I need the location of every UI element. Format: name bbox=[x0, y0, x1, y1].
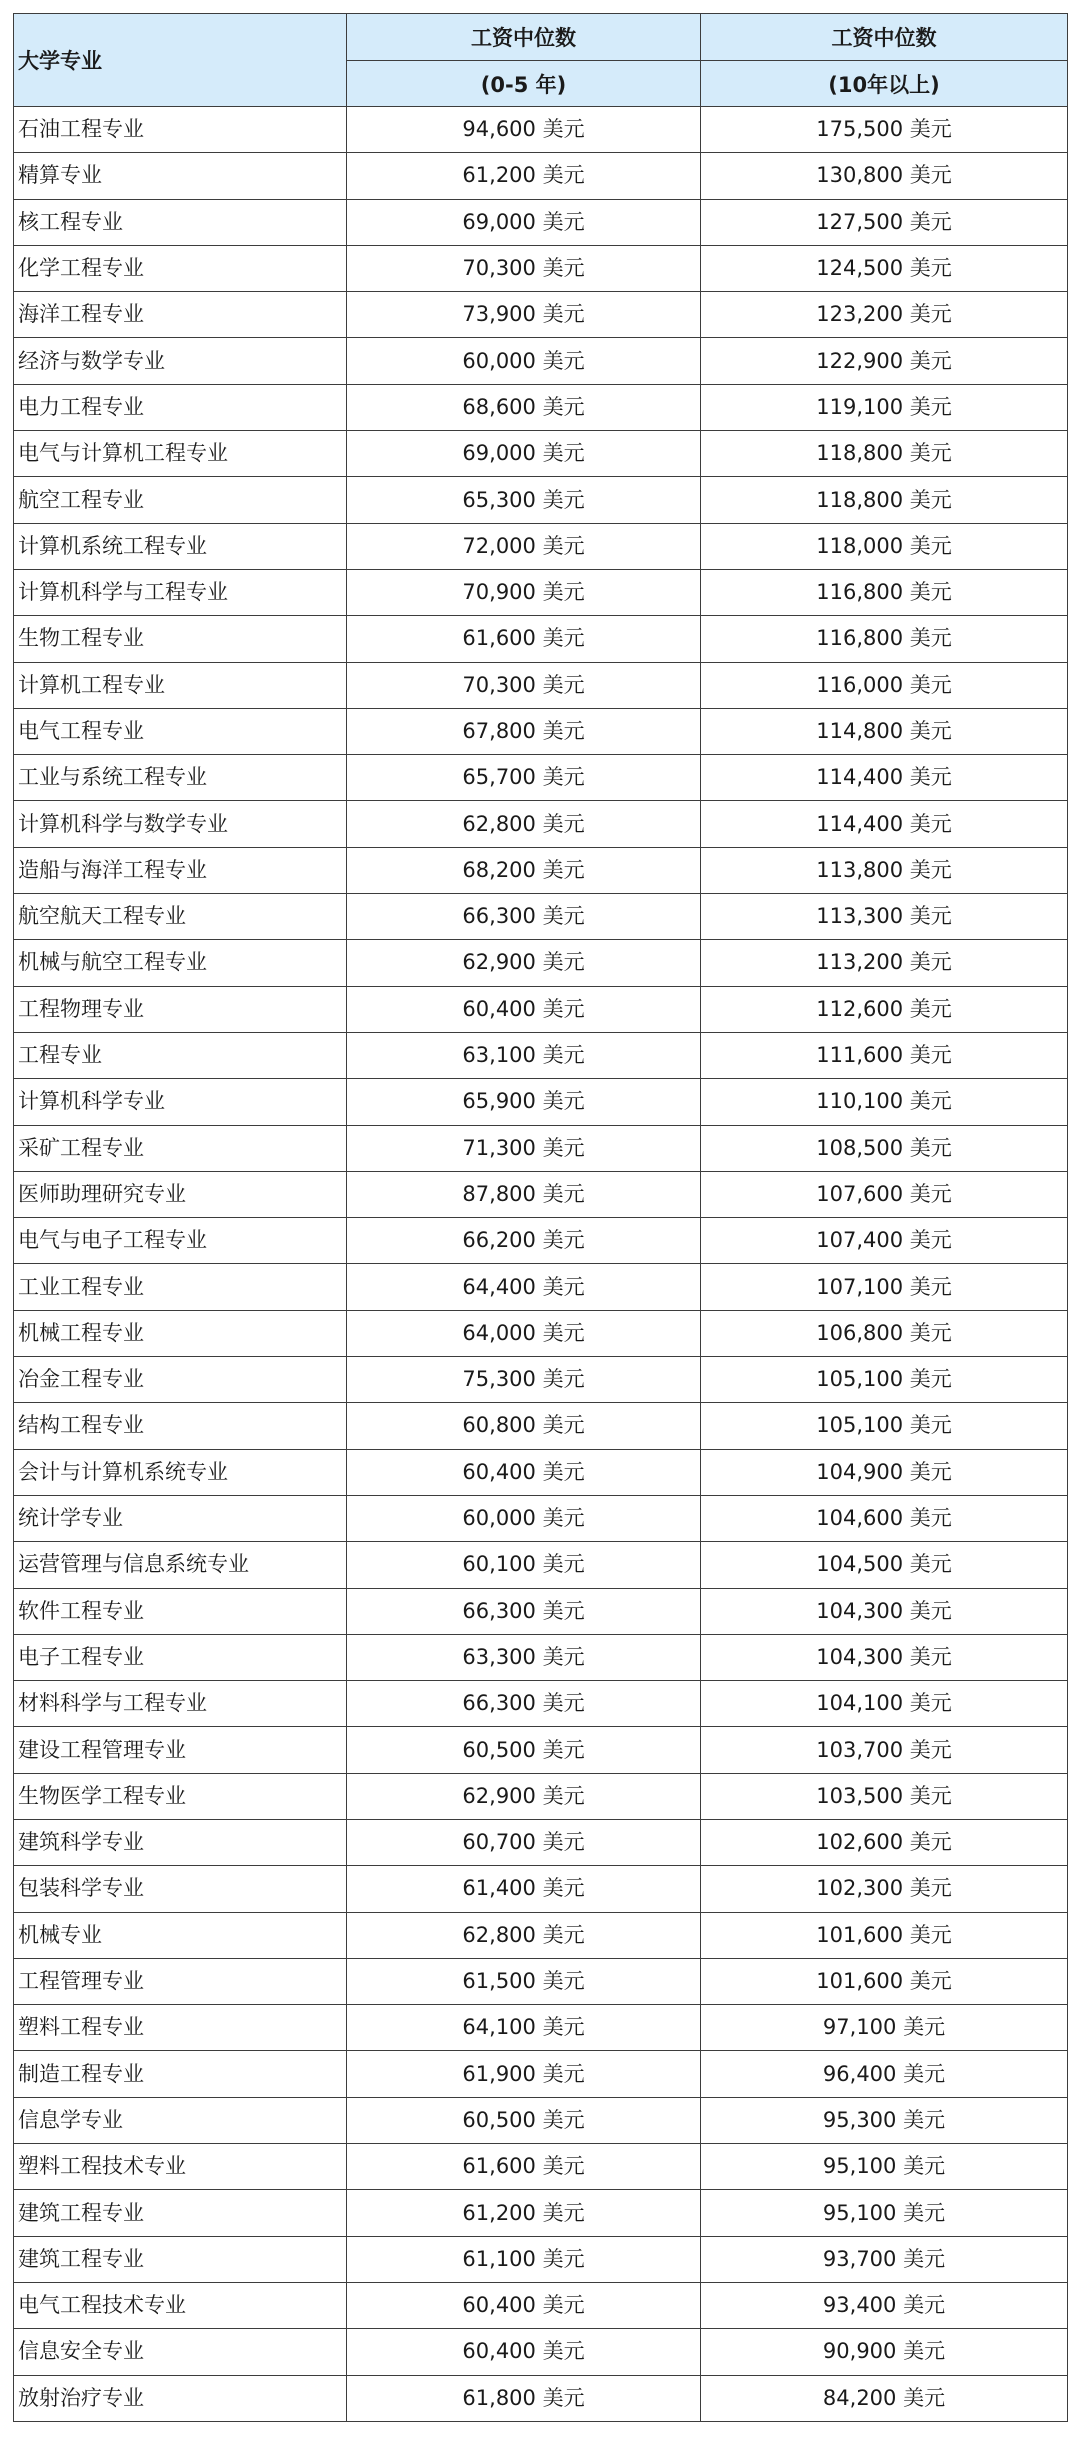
cell-mid-salary: 95,100 美元 bbox=[701, 2144, 1068, 2190]
cell-major: 生物医学工程专业 bbox=[14, 1773, 347, 1819]
cell-major: 机械专业 bbox=[14, 1912, 347, 1958]
cell-early-salary: 70,300 美元 bbox=[347, 662, 701, 708]
cell-early-salary: 62,800 美元 bbox=[347, 1912, 701, 1958]
cell-mid-salary: 103,700 美元 bbox=[701, 1727, 1068, 1773]
table-row bbox=[14, 2282, 1068, 2328]
cell-mid-salary: 104,300 美元 bbox=[701, 1634, 1068, 1680]
table-row bbox=[14, 2329, 1068, 2375]
table-row bbox=[14, 1171, 1068, 1217]
cell-major: 塑料工程技术专业 bbox=[14, 2144, 347, 2190]
table-row bbox=[14, 708, 1068, 754]
cell-early-salary: 87,800 美元 bbox=[347, 1171, 701, 1217]
table-row bbox=[14, 2236, 1068, 2282]
table-row bbox=[14, 153, 1068, 199]
cell-major: 会计与计算机系统专业 bbox=[14, 1449, 347, 1495]
cell-major: 造船与海洋工程专业 bbox=[14, 847, 347, 893]
cell-major: 计算机系统工程专业 bbox=[14, 523, 347, 569]
cell-mid-salary: 113,800 美元 bbox=[701, 847, 1068, 893]
cell-major: 结构工程专业 bbox=[14, 1403, 347, 1449]
cell-mid-salary: 107,400 美元 bbox=[701, 1218, 1068, 1264]
cell-major: 建筑科学专业 bbox=[14, 1819, 347, 1865]
cell-early-salary: 61,400 美元 bbox=[347, 1866, 701, 1912]
table-row bbox=[14, 523, 1068, 569]
cell-early-salary: 62,900 美元 bbox=[347, 940, 701, 986]
cell-major: 计算机科学与工程专业 bbox=[14, 569, 347, 615]
cell-mid-salary: 114,800 美元 bbox=[701, 708, 1068, 754]
cell-major: 化学工程专业 bbox=[14, 245, 347, 291]
cell-early-salary: 66,300 美元 bbox=[347, 894, 701, 940]
cell-mid-salary: 104,100 美元 bbox=[701, 1681, 1068, 1727]
cell-early-salary: 69,000 美元 bbox=[347, 431, 701, 477]
cell-mid-salary: 107,600 美元 bbox=[701, 1171, 1068, 1217]
table-row bbox=[14, 1773, 1068, 1819]
cell-mid-salary: 96,400 美元 bbox=[701, 2051, 1068, 2097]
cell-early-salary: 60,400 美元 bbox=[347, 986, 701, 1032]
cell-mid-salary: 95,100 美元 bbox=[701, 2190, 1068, 2236]
cell-early-salary: 60,100 美元 bbox=[347, 1542, 701, 1588]
cell-major: 航空航天工程专业 bbox=[14, 894, 347, 940]
cell-mid-salary: 104,500 美元 bbox=[701, 1542, 1068, 1588]
cell-mid-salary: 112,600 美元 bbox=[701, 986, 1068, 1032]
cell-mid-salary: 103,500 美元 bbox=[701, 1773, 1068, 1819]
cell-major: 建设工程管理专业 bbox=[14, 1727, 347, 1773]
cell-early-salary: 63,300 美元 bbox=[347, 1634, 701, 1680]
header-early-title: 工资中位数 bbox=[347, 14, 701, 61]
cell-early-salary: 60,700 美元 bbox=[347, 1819, 701, 1865]
table-row bbox=[14, 1449, 1068, 1495]
cell-mid-salary: 116,800 美元 bbox=[701, 569, 1068, 615]
cell-mid-salary: 104,600 美元 bbox=[701, 1495, 1068, 1541]
cell-mid-salary: 118,800 美元 bbox=[701, 477, 1068, 523]
cell-early-salary: 70,300 美元 bbox=[347, 245, 701, 291]
cell-major: 工程专业 bbox=[14, 1032, 347, 1078]
cell-mid-salary: 90,900 美元 bbox=[701, 2329, 1068, 2375]
cell-major: 放射治疗专业 bbox=[14, 2375, 347, 2421]
table-row bbox=[14, 847, 1068, 893]
cell-early-salary: 65,700 美元 bbox=[347, 755, 701, 801]
cell-early-salary: 73,900 美元 bbox=[347, 292, 701, 338]
cell-mid-salary: 102,300 美元 bbox=[701, 1866, 1068, 1912]
cell-mid-salary: 102,600 美元 bbox=[701, 1819, 1068, 1865]
cell-major: 软件工程专业 bbox=[14, 1588, 347, 1634]
cell-early-salary: 64,100 美元 bbox=[347, 2005, 701, 2051]
cell-major: 工业工程专业 bbox=[14, 1264, 347, 1310]
table-row bbox=[14, 1079, 1068, 1125]
cell-mid-salary: 84,200 美元 bbox=[701, 2375, 1068, 2421]
table-row bbox=[14, 616, 1068, 662]
header-major: 大学专业 bbox=[14, 14, 347, 107]
cell-major: 生物工程专业 bbox=[14, 616, 347, 662]
cell-major: 统计学专业 bbox=[14, 1495, 347, 1541]
cell-early-salary: 62,800 美元 bbox=[347, 801, 701, 847]
cell-major: 制造工程专业 bbox=[14, 2051, 347, 2097]
table-row bbox=[14, 1542, 1068, 1588]
cell-mid-salary: 127,500 美元 bbox=[701, 199, 1068, 245]
cell-mid-salary: 106,800 美元 bbox=[701, 1310, 1068, 1356]
table-row bbox=[14, 1495, 1068, 1541]
table-row bbox=[14, 1032, 1068, 1078]
cell-mid-salary: 101,600 美元 bbox=[701, 1912, 1068, 1958]
cell-mid-salary: 114,400 美元 bbox=[701, 755, 1068, 801]
cell-major: 工程管理专业 bbox=[14, 1958, 347, 2004]
cell-major: 机械工程专业 bbox=[14, 1310, 347, 1356]
table-row bbox=[14, 1357, 1068, 1403]
cell-early-salary: 61,800 美元 bbox=[347, 2375, 701, 2421]
cell-mid-salary: 110,100 美元 bbox=[701, 1079, 1068, 1125]
cell-early-salary: 61,200 美元 bbox=[347, 153, 701, 199]
table-row bbox=[14, 569, 1068, 615]
cell-mid-salary: 116,800 美元 bbox=[701, 616, 1068, 662]
cell-early-salary: 63,100 美元 bbox=[347, 1032, 701, 1078]
cell-early-salary: 60,800 美元 bbox=[347, 1403, 701, 1449]
cell-early-salary: 61,900 美元 bbox=[347, 2051, 701, 2097]
table-row bbox=[14, 1727, 1068, 1773]
cell-early-salary: 60,400 美元 bbox=[347, 1449, 701, 1495]
cell-major: 建筑工程专业 bbox=[14, 2236, 347, 2282]
cell-early-salary: 68,600 美元 bbox=[347, 384, 701, 430]
table-row bbox=[14, 986, 1068, 1032]
table-row bbox=[14, 1866, 1068, 1912]
table-row bbox=[14, 2051, 1068, 2097]
cell-early-salary: 68,200 美元 bbox=[347, 847, 701, 893]
cell-early-salary: 61,500 美元 bbox=[347, 1958, 701, 2004]
cell-major: 机械与航空工程专业 bbox=[14, 940, 347, 986]
table-header bbox=[14, 14, 1068, 107]
cell-mid-salary: 116,000 美元 bbox=[701, 662, 1068, 708]
cell-mid-salary: 104,300 美元 bbox=[701, 1588, 1068, 1634]
table-row bbox=[14, 940, 1068, 986]
table-row bbox=[14, 1218, 1068, 1264]
cell-mid-salary: 111,600 美元 bbox=[701, 1032, 1068, 1078]
cell-major: 塑料工程专业 bbox=[14, 2005, 347, 2051]
cell-major: 电气与计算机工程专业 bbox=[14, 431, 347, 477]
cell-early-salary: 61,100 美元 bbox=[347, 2236, 701, 2282]
cell-major: 医师助理研究专业 bbox=[14, 1171, 347, 1217]
cell-early-salary: 66,300 美元 bbox=[347, 1681, 701, 1727]
cell-major: 信息安全专业 bbox=[14, 2329, 347, 2375]
table-row bbox=[14, 2190, 1068, 2236]
cell-major: 航空工程专业 bbox=[14, 477, 347, 523]
cell-mid-salary: 175,500 美元 bbox=[701, 107, 1068, 153]
cell-early-salary: 66,200 美元 bbox=[347, 1218, 701, 1264]
cell-early-salary: 61,600 美元 bbox=[347, 616, 701, 662]
table-row bbox=[14, 431, 1068, 477]
table-row bbox=[14, 292, 1068, 338]
cell-early-salary: 62,900 美元 bbox=[347, 1773, 701, 1819]
cell-early-salary: 60,000 美元 bbox=[347, 338, 701, 384]
table-row bbox=[14, 801, 1068, 847]
cell-major: 海洋工程专业 bbox=[14, 292, 347, 338]
cell-mid-salary: 113,200 美元 bbox=[701, 940, 1068, 986]
table-row bbox=[14, 1634, 1068, 1680]
salary-table bbox=[13, 13, 1068, 2422]
table-row bbox=[14, 1310, 1068, 1356]
cell-early-salary: 94,600 美元 bbox=[347, 107, 701, 153]
cell-major: 电气工程专业 bbox=[14, 708, 347, 754]
cell-mid-salary: 104,900 美元 bbox=[701, 1449, 1068, 1495]
cell-major: 核工程专业 bbox=[14, 199, 347, 245]
cell-mid-salary: 130,800 美元 bbox=[701, 153, 1068, 199]
cell-mid-salary: 93,400 美元 bbox=[701, 2282, 1068, 2328]
cell-major: 精算专业 bbox=[14, 153, 347, 199]
cell-major: 计算机科学与数学专业 bbox=[14, 801, 347, 847]
cell-mid-salary: 107,100 美元 bbox=[701, 1264, 1068, 1310]
cell-major: 电力工程专业 bbox=[14, 384, 347, 430]
cell-early-salary: 66,300 美元 bbox=[347, 1588, 701, 1634]
cell-mid-salary: 122,900 美元 bbox=[701, 338, 1068, 384]
table-row bbox=[14, 107, 1068, 153]
table-row bbox=[14, 2097, 1068, 2143]
cell-mid-salary: 113,300 美元 bbox=[701, 894, 1068, 940]
table-row bbox=[14, 477, 1068, 523]
cell-early-salary: 61,600 美元 bbox=[347, 2144, 701, 2190]
cell-major: 计算机科学专业 bbox=[14, 1079, 347, 1125]
table-row bbox=[14, 662, 1068, 708]
table-row bbox=[14, 338, 1068, 384]
cell-major: 冶金工程专业 bbox=[14, 1357, 347, 1403]
cell-major: 计算机工程专业 bbox=[14, 662, 347, 708]
cell-mid-salary: 101,600 美元 bbox=[701, 1958, 1068, 2004]
cell-major: 信息学专业 bbox=[14, 2097, 347, 2143]
cell-mid-salary: 118,800 美元 bbox=[701, 431, 1068, 477]
cell-early-salary: 60,400 美元 bbox=[347, 2329, 701, 2375]
cell-mid-salary: 93,700 美元 bbox=[701, 2236, 1068, 2282]
cell-mid-salary: 105,100 美元 bbox=[701, 1357, 1068, 1403]
cell-major: 包装科学专业 bbox=[14, 1866, 347, 1912]
header-early-sub: (0-5 年) bbox=[347, 61, 701, 107]
cell-early-salary: 61,200 美元 bbox=[347, 2190, 701, 2236]
table-row bbox=[14, 1264, 1068, 1310]
cell-major: 工业与系统工程专业 bbox=[14, 755, 347, 801]
cell-early-salary: 60,500 美元 bbox=[347, 1727, 701, 1773]
salary-table-container bbox=[13, 13, 1067, 2422]
cell-early-salary: 60,500 美元 bbox=[347, 2097, 701, 2143]
cell-major: 采矿工程专业 bbox=[14, 1125, 347, 1171]
table-row bbox=[14, 199, 1068, 245]
cell-mid-salary: 95,300 美元 bbox=[701, 2097, 1068, 2143]
cell-mid-salary: 114,400 美元 bbox=[701, 801, 1068, 847]
cell-early-salary: 64,400 美元 bbox=[347, 1264, 701, 1310]
cell-early-salary: 75,300 美元 bbox=[347, 1357, 701, 1403]
cell-early-salary: 72,000 美元 bbox=[347, 523, 701, 569]
cell-early-salary: 65,300 美元 bbox=[347, 477, 701, 523]
table-row bbox=[14, 894, 1068, 940]
cell-major: 材料科学与工程专业 bbox=[14, 1681, 347, 1727]
cell-early-salary: 69,000 美元 bbox=[347, 199, 701, 245]
cell-mid-salary: 124,500 美元 bbox=[701, 245, 1068, 291]
table-row bbox=[14, 1125, 1068, 1171]
cell-mid-salary: 105,100 美元 bbox=[701, 1403, 1068, 1449]
cell-major: 经济与数学专业 bbox=[14, 338, 347, 384]
table-row bbox=[14, 755, 1068, 801]
table-row bbox=[14, 2375, 1068, 2421]
cell-mid-salary: 97,100 美元 bbox=[701, 2005, 1068, 2051]
cell-major: 电气与电子工程专业 bbox=[14, 1218, 347, 1264]
cell-major: 石油工程专业 bbox=[14, 107, 347, 153]
cell-early-salary: 64,000 美元 bbox=[347, 1310, 701, 1356]
table-row bbox=[14, 1588, 1068, 1634]
table-row bbox=[14, 1681, 1068, 1727]
cell-early-salary: 65,900 美元 bbox=[347, 1079, 701, 1125]
cell-early-salary: 70,900 美元 bbox=[347, 569, 701, 615]
table-row bbox=[14, 1958, 1068, 2004]
header-mid-sub: (10年以上) bbox=[701, 61, 1068, 107]
cell-early-salary: 67,800 美元 bbox=[347, 708, 701, 754]
cell-major: 电子工程专业 bbox=[14, 1634, 347, 1680]
cell-mid-salary: 118,000 美元 bbox=[701, 523, 1068, 569]
cell-major: 工程物理专业 bbox=[14, 986, 347, 1032]
cell-early-salary: 60,400 美元 bbox=[347, 2282, 701, 2328]
table-body bbox=[14, 107, 1068, 2422]
cell-early-salary: 60,000 美元 bbox=[347, 1495, 701, 1541]
header-mid-title: 工资中位数 bbox=[701, 14, 1068, 61]
table-row bbox=[14, 2005, 1068, 2051]
cell-mid-salary: 119,100 美元 bbox=[701, 384, 1068, 430]
table-row bbox=[14, 1403, 1068, 1449]
table-row bbox=[14, 1912, 1068, 1958]
cell-major: 电气工程技术专业 bbox=[14, 2282, 347, 2328]
cell-mid-salary: 123,200 美元 bbox=[701, 292, 1068, 338]
cell-mid-salary: 108,500 美元 bbox=[701, 1125, 1068, 1171]
table-row bbox=[14, 384, 1068, 430]
cell-early-salary: 71,300 美元 bbox=[347, 1125, 701, 1171]
table-row bbox=[14, 1819, 1068, 1865]
cell-major: 运营管理与信息系统专业 bbox=[14, 1542, 347, 1588]
table-row bbox=[14, 245, 1068, 291]
table-row bbox=[14, 2144, 1068, 2190]
cell-major: 建筑工程专业 bbox=[14, 2190, 347, 2236]
